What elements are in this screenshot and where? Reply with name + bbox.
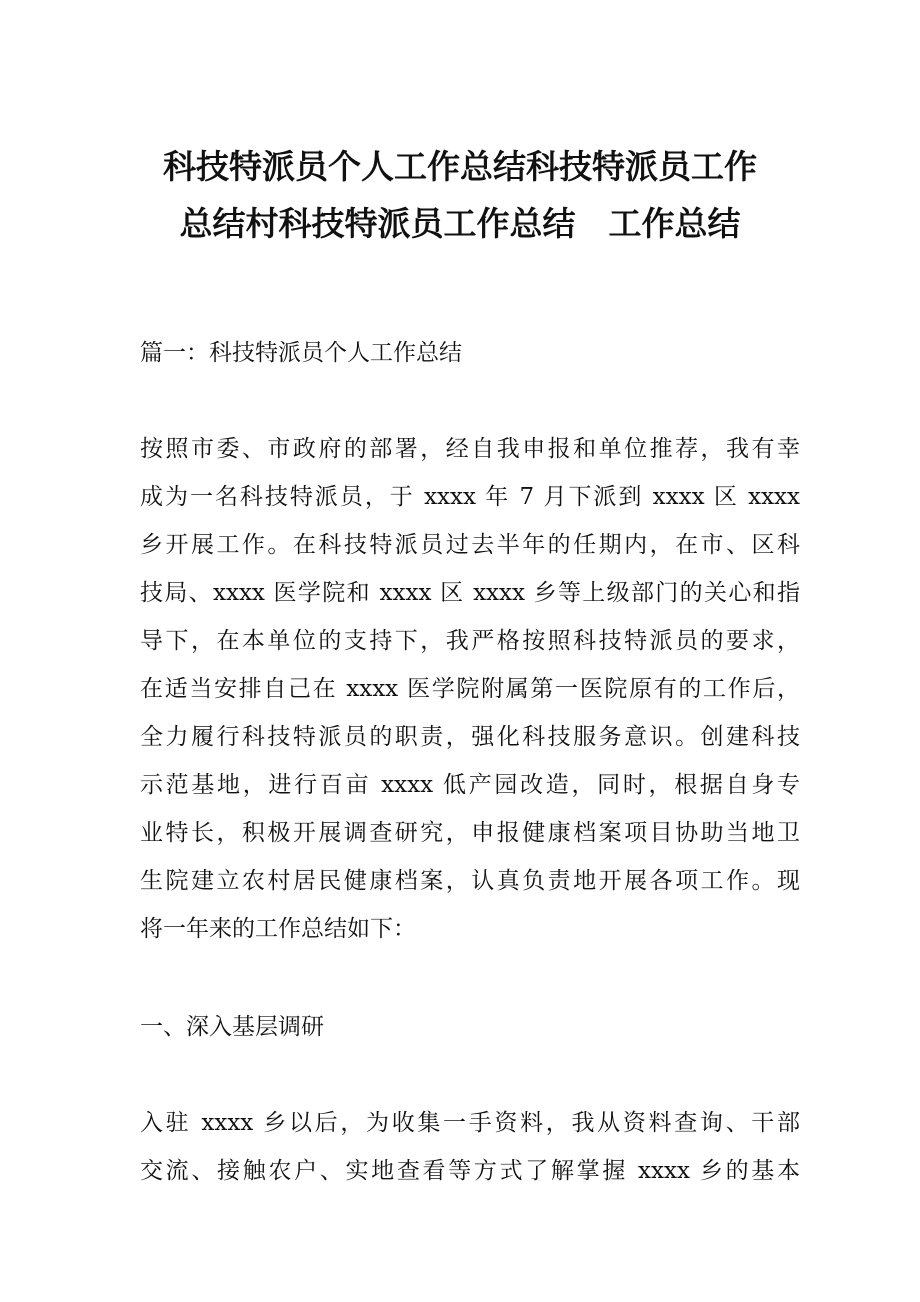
paragraph-line: 业特长，积极开展调查研究，申报健康档案项目协助当地卫 (140, 820, 800, 846)
paragraph-line: 生院建立农村居民健康档案，认真负责地开展各项工作。现 (140, 868, 800, 894)
paragraph-line: 乡开展工作。在科技特派员过去半年的任期内，在市、区科 (140, 532, 800, 558)
paragraph-line: 按照市委、市政府的部署，经自我申报和单位推荐，我有幸 (140, 436, 800, 462)
paragraph-line: 全力履行科技特派员的职责，强化科技服务意识。创建科技 (140, 724, 800, 750)
document-title-line-1: 科技特派员个人工作总结科技特派员工作 (163, 147, 757, 186)
paragraph-line: 交流、接触农户、实地查看等方式了解掌握 xxxx 乡的基本 (140, 1158, 800, 1184)
paragraph-line: 技局、xxxx 医学院和 xxxx 区 xxxx 乡等上级部门的关心和指 (140, 580, 800, 606)
paragraph-line: 入驻 xxxx 乡以后，为收集一手资料，我从资料查询、干部 (140, 1110, 800, 1136)
document-title-line-2: 总结村科技特派员工作总结 工作总结 (179, 204, 741, 243)
paragraph-line: 成为一名科技特派员，于 xxxx 年 7 月下派到 xxxx 区 xxxx (140, 484, 800, 510)
paragraph-line: 导下，在本单位的支持下，我严格按照科技特派员的要求， (140, 628, 800, 654)
paragraph-line: 示范基地，进行百亩 xxxx 低产园改造，同时，根据自身专 (140, 772, 800, 798)
subheading-1: 一、深入基层调研 (140, 1014, 324, 1040)
paragraph-line: 在适当安排自己在 xxxx 医学院附属第一医院原有的工作后， (140, 676, 800, 702)
paragraph-line: 将一年来的工作总结如下： (140, 916, 416, 942)
section-heading: 篇一：科技特派员个人工作总结 (140, 340, 462, 366)
